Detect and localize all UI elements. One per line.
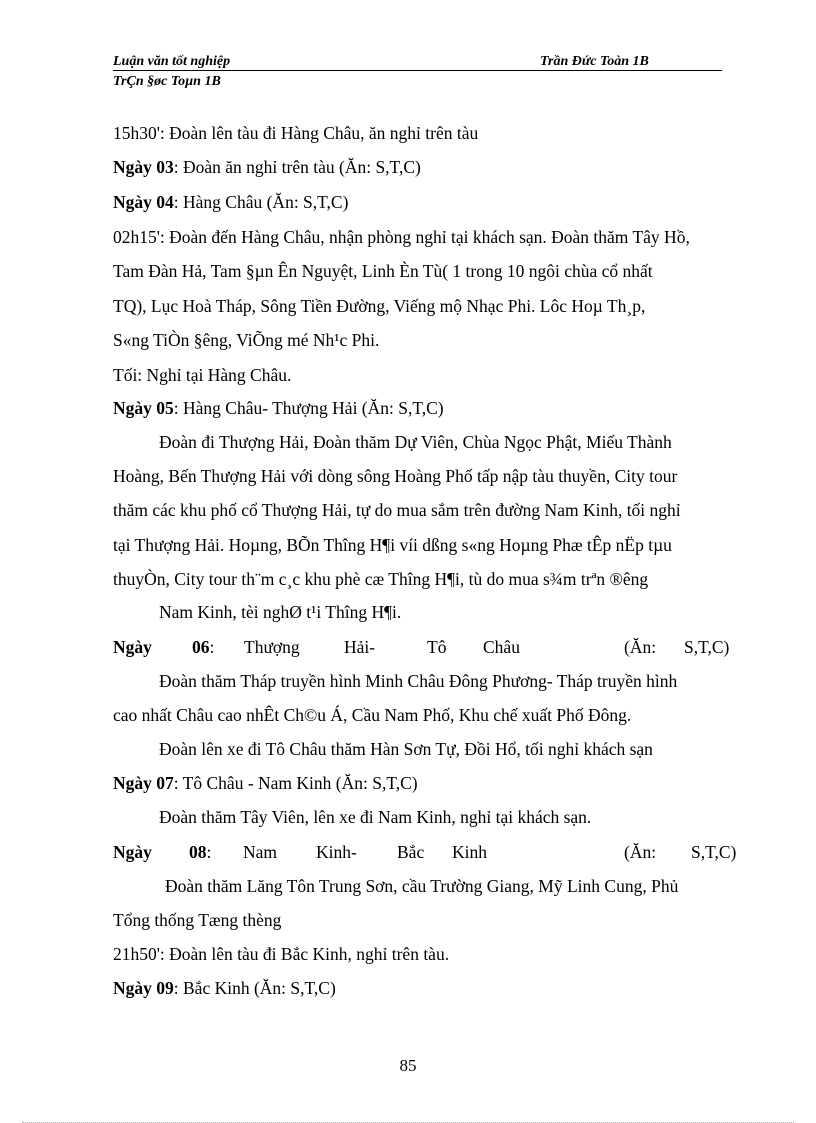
day-label: Ngày 04 bbox=[113, 192, 174, 212]
line-07: S«ng TiÒn §êng, ViÕng mé Nh¹c Phi. bbox=[113, 330, 380, 350]
line-17: Đoàn thăm Tháp truyền hình Minh Châu Đông Phương- Tháp truyền hình bbox=[159, 671, 678, 691]
line-06: TQ), Lục Hoà Tháp, Sông Tiền Đường, Viếng mộ Nhạc Phi. Lôc Hoµ Th¸p, bbox=[113, 296, 646, 316]
line-26: Ngày 09: Bắc Kinh (Ăn: S,T,C) bbox=[113, 978, 336, 998]
line-13: tại Thượng Hải. Hoµng, BÕn Thîng H¶i víi dßng s«ng Hoµng Phæ tÊp nËp tµu bbox=[113, 535, 672, 555]
line-03: Ngày 04: Hàng Châu (Ăn: S,T,C) bbox=[113, 192, 349, 212]
header-author-right: Trần Đức Toàn 1B bbox=[540, 54, 649, 69]
line-21: Đoàn thăm Tây Viên, lên xe đi Nam Kinh, nghỉ tại khách sạn. bbox=[159, 807, 592, 827]
line-15: Nam Kinh, tèi nghØ t¹i Thîng H¶i. bbox=[159, 602, 402, 622]
line-02: Ngày 03: Đoàn ăn nghỉ trên tàu (Ăn: S,T,C) bbox=[113, 157, 421, 177]
day-label: Ngày 03 bbox=[113, 157, 174, 177]
line-11: Hoàng, Bến Thượng Hải với dòng sông Hoàng Phố tấp nập tàu thuyền, City tour bbox=[113, 466, 678, 486]
line-20: Ngày 07: Tô Châu - Nam Kinh (Ăn: S,T,C) bbox=[113, 773, 418, 793]
line-18: cao nhất Châu cao nhÊt Ch©u Á, Cầu Nam Phố, Khu chế xuất Phố Đông. bbox=[113, 705, 632, 725]
line-08: Tối: Nghỉ tại Hàng Châu. bbox=[113, 365, 292, 385]
day-label: Ngày 05 bbox=[113, 398, 174, 418]
day-label: Ngày 07 bbox=[113, 773, 174, 793]
line-01: 15h30': Đoàn lên tàu đi Hàng Châu, ăn nghỉ trên tàu bbox=[113, 123, 479, 143]
line-10: Đoàn đi Thượng Hải, Đoàn thăm Dự Viên, Chùa Ngọc Phật, Miếu Thành bbox=[159, 432, 672, 452]
line-19: Đoàn lên xe đi Tô Châu thăm Hàn Sơn Tự, Đồi Hổ, tối nghỉ khách sạn bbox=[159, 739, 653, 759]
line-05: Tam Đàn Hả, Tam §µn Ên Nguyệt, Linh Èn Tù( 1 trong 10 ngôi chùa cổ nhất bbox=[113, 261, 653, 281]
header-rule bbox=[113, 70, 722, 71]
line-14: thuyÒn, City tour th¨m c¸c khu phè cæ Thîng H¶i, tù do mua s¾m trªn ®êng bbox=[113, 569, 649, 589]
line-25: 21h50': Đoàn lên tàu đi Bắc Kinh, nghỉ trên tàu. bbox=[113, 944, 450, 964]
line-24: Tổng thống Tæng thèng bbox=[113, 910, 282, 930]
header-title-left: Luận văn tốt nghiệp bbox=[113, 54, 231, 69]
line-23: Đoàn thăm Lăng Tôn Trung Sơn, cầu Trường Giang, Mỹ Linh Cung, Phủ bbox=[165, 876, 679, 896]
header-garbled-author: TrÇn §øc Toµn 1B bbox=[113, 74, 221, 89]
day-label: Ngày 09 bbox=[113, 978, 174, 998]
line-04: 02h15': Đoàn đến Hàng Châu, nhận phòng nghỉ tại khách sạn. Đoàn thăm Tây Hồ, bbox=[113, 227, 690, 247]
line-09: Ngày 05: Hàng Châu- Thượng Hải (Ăn: S,T,C) bbox=[113, 398, 444, 418]
page-number: 85 bbox=[399, 1056, 417, 1075]
line-12: thăm các khu phố cổ Thượng Hải, tự do mua sắm trên đường Nam Kinh, tối nghỉ bbox=[113, 500, 681, 520]
